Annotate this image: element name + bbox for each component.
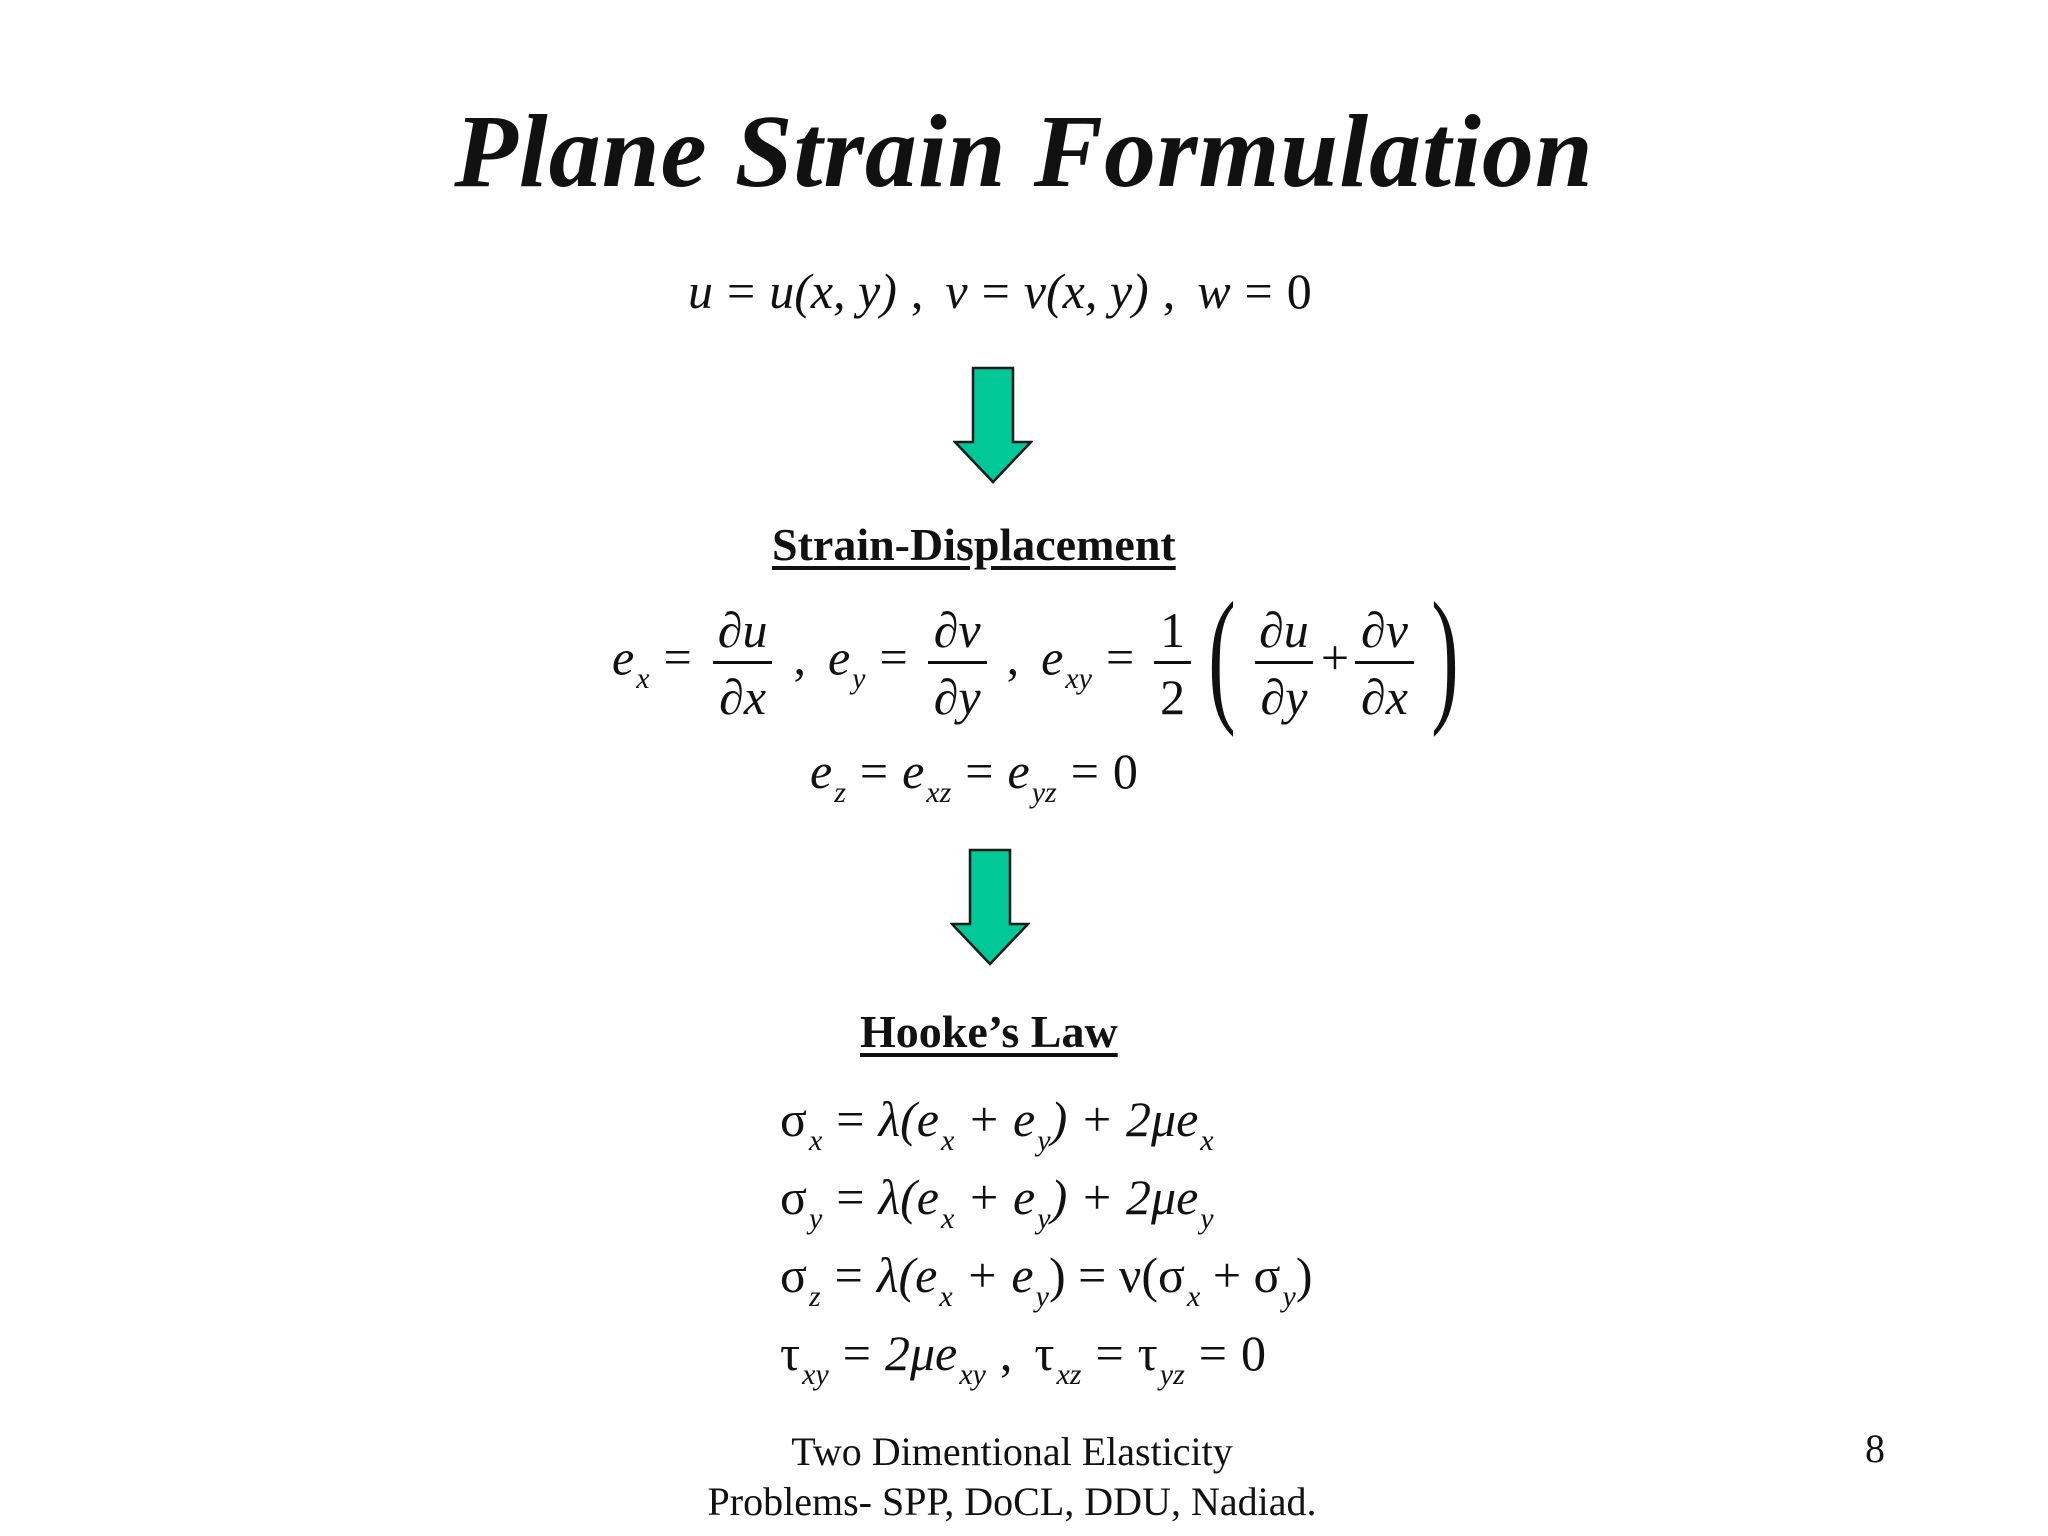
equals-sign: = bbox=[1198, 1325, 1227, 1381]
v-function: v(x, y) bbox=[1023, 263, 1149, 319]
rhs-subscript: x bbox=[939, 1280, 953, 1313]
tau-subscript: xy bbox=[802, 1358, 829, 1391]
equals-sign: = bbox=[879, 629, 908, 686]
hooke-equation-sigma-z bbox=[780, 1246, 1312, 1314]
w-symbol: w bbox=[1197, 263, 1231, 319]
du-dy-fraction bbox=[1253, 601, 1315, 726]
sigma-symbol: σ bbox=[780, 1169, 807, 1225]
zero-strain-equation bbox=[810, 742, 1138, 810]
sigma-subscript: y bbox=[808, 1202, 823, 1235]
down-arrow-icon bbox=[953, 366, 1033, 484]
right-parenthesis: ) bbox=[1431, 572, 1459, 738]
equals-sign: = bbox=[1095, 1325, 1124, 1381]
tau-symbol: τ bbox=[1137, 1325, 1158, 1381]
rhs-part: 2μe bbox=[884, 1325, 958, 1381]
hooke-equation-sigma-x bbox=[780, 1090, 1214, 1158]
eyz-symbol: e bbox=[1007, 743, 1030, 799]
rhs-part: ) bbox=[1295, 1247, 1313, 1303]
rhs-part: λ(e bbox=[876, 1247, 938, 1303]
footer-text-line1: Two Dimentional Elasticity bbox=[791, 1429, 1233, 1474]
equals-sign: = bbox=[1244, 263, 1273, 319]
equals-sign: = bbox=[981, 263, 1010, 319]
exy-subscript: xy bbox=[1065, 662, 1092, 696]
exz-subscript: xz bbox=[926, 776, 952, 809]
rhs-subscript: x bbox=[940, 1124, 955, 1157]
equals-sign: = bbox=[834, 1247, 863, 1303]
rhs-part: λ(e bbox=[878, 1091, 939, 1147]
displacement-equation bbox=[688, 262, 1312, 320]
fraction-denominator: 2 bbox=[1154, 661, 1191, 726]
fraction-denominator: ∂x bbox=[713, 661, 772, 726]
rhs-subscript: y bbox=[1037, 1202, 1051, 1235]
equals-sign: = bbox=[727, 263, 756, 319]
tau-symbol: τ bbox=[1034, 1325, 1055, 1381]
shear-stress-equation bbox=[780, 1324, 1266, 1392]
half-fraction bbox=[1154, 601, 1191, 726]
plus-sign: + bbox=[1320, 629, 1350, 686]
rhs-subscript: x bbox=[940, 1202, 955, 1235]
fraction-denominator: ∂y bbox=[1255, 661, 1314, 726]
down-arrow-shape bbox=[952, 850, 1028, 964]
ex-subscript: x bbox=[636, 662, 650, 696]
dv-dx-fraction bbox=[1355, 601, 1414, 726]
equals-sign: = bbox=[836, 1169, 865, 1225]
rhs-subscript: y bbox=[1200, 1202, 1214, 1235]
sigma-symbol: σ bbox=[780, 1247, 807, 1303]
rhs-subscript: xy bbox=[959, 1358, 986, 1391]
sigma-symbol: σ bbox=[780, 1091, 807, 1147]
rhs-subscript: y bbox=[1035, 1280, 1049, 1313]
hooke-equation-sigma-y bbox=[780, 1168, 1214, 1236]
ex-symbol: e bbox=[612, 629, 635, 686]
page-number: 8 bbox=[1865, 1426, 1885, 1471]
rhs-part: ) + 2μe bbox=[1050, 1169, 1199, 1225]
dv-dy-fraction bbox=[928, 601, 987, 726]
rhs-part: + σ bbox=[1200, 1247, 1281, 1303]
exy-symbol: e bbox=[1041, 629, 1064, 686]
down-arrow-shape bbox=[955, 368, 1031, 482]
equals-sign: = bbox=[965, 743, 994, 799]
equals-sign: = bbox=[663, 629, 692, 686]
equals-sign: = bbox=[842, 1325, 871, 1381]
strain-displacement-heading: Strain-Displacement bbox=[772, 519, 1176, 570]
equals-sign: = bbox=[1105, 629, 1135, 686]
rhs-subscript: y bbox=[1037, 1124, 1051, 1157]
ez-symbol: e bbox=[810, 743, 833, 799]
fraction-numerator: ∂v bbox=[1361, 601, 1408, 658]
du-dx-fraction bbox=[712, 601, 774, 726]
comma: , bbox=[1162, 263, 1176, 319]
ey-symbol: e bbox=[827, 629, 851, 686]
fraction-numerator: ∂v bbox=[933, 601, 981, 658]
rhs-part: + e bbox=[952, 1247, 1034, 1303]
sigma-subscript: x bbox=[808, 1124, 823, 1157]
tau-subscript: yz bbox=[1159, 1358, 1185, 1391]
rhs-part: λ(e bbox=[878, 1169, 939, 1225]
rhs-part: + e bbox=[954, 1091, 1036, 1147]
fraction-denominator: ∂y bbox=[928, 661, 987, 726]
eyz-subscript: yz bbox=[1031, 776, 1057, 809]
slide-title: Plane Strain Formulation bbox=[454, 94, 1594, 209]
rhs-subscript: x bbox=[1200, 1124, 1214, 1157]
exz-symbol: e bbox=[902, 743, 925, 799]
down-arrow-icon bbox=[950, 848, 1030, 966]
u-symbol: u bbox=[688, 263, 713, 319]
comma: , bbox=[793, 629, 806, 686]
rhs-part: + e bbox=[954, 1169, 1036, 1225]
ey-subscript: y bbox=[852, 662, 866, 696]
fraction-denominator: ∂x bbox=[1355, 661, 1414, 726]
w-value: 0 bbox=[1286, 263, 1312, 319]
equals-sign: = bbox=[1070, 743, 1099, 799]
zero-value: 0 bbox=[1112, 743, 1138, 799]
u-function: u(x, y) bbox=[769, 263, 897, 319]
hookes-law-heading: Hooke’s Law bbox=[860, 1006, 1118, 1057]
comma: , bbox=[1006, 629, 1020, 686]
rhs-part: ) = ν(σ bbox=[1048, 1247, 1185, 1303]
footer-text-line2: Problems- SPP, DoCL, DDU, Nadiad. bbox=[707, 1479, 1317, 1524]
fraction-numerator: ∂u bbox=[717, 601, 768, 658]
rhs-part: ) + 2μe bbox=[1050, 1091, 1199, 1147]
strain-displacement-equations bbox=[612, 572, 1470, 738]
equals-sign: = bbox=[836, 1091, 865, 1147]
rhs-subscript: x bbox=[1187, 1280, 1201, 1313]
v-symbol: v bbox=[945, 263, 968, 319]
tau-symbol: τ bbox=[780, 1325, 801, 1381]
rhs-subscript: y bbox=[1282, 1280, 1296, 1313]
left-parenthesis: ( bbox=[1208, 572, 1236, 738]
sigma-subscript: z bbox=[808, 1280, 821, 1313]
comma: , bbox=[999, 1325, 1013, 1381]
fraction-numerator: 1 bbox=[1160, 601, 1186, 658]
tau-subscript: xz bbox=[1056, 1358, 1082, 1391]
zero-value: 0 bbox=[1240, 1325, 1266, 1381]
equals-sign: = bbox=[859, 743, 889, 799]
comma: , bbox=[910, 263, 924, 319]
fraction-numerator: ∂u bbox=[1259, 601, 1309, 658]
ez-subscript: z bbox=[834, 776, 846, 809]
